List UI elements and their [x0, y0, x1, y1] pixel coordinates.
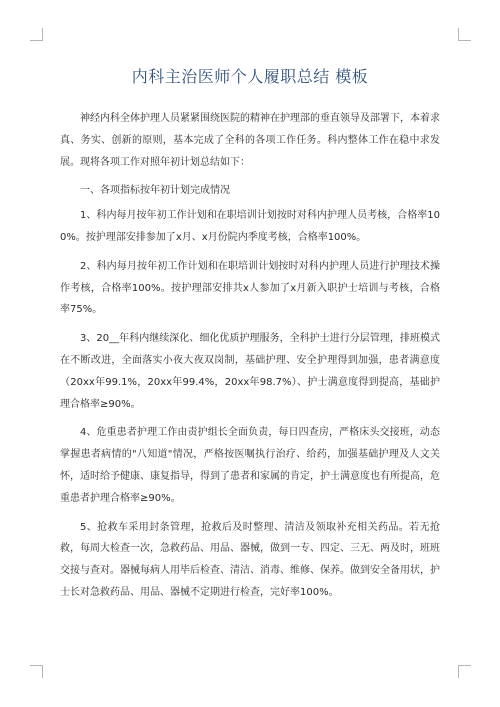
document-body — [60, 108, 440, 611]
page-corner-mark-top-right — [458, 28, 471, 41]
item-paragraph-3: 3、20__年科内继续深化、细化优质护理服务，全科护士进行分层管理，排班模式在不断改进，全面落实小夜大夜双岗制，基础护理、安全护理得到加强，患者满意度（20xx年99.1%，20xx年99.4%，20xx年98.7%）、护士满意度得到提高，基础护理合格率≥90%。 — [60, 333, 440, 410]
item-paragraph-1: 1、科内每月按年初工作计划和在职培训计划按时对科内护理人员考核，合格率100%。按护理部安排参加了x月、x月份院内季度考核，合格率100%。 — [60, 210, 440, 243]
item-paragraph-4: 4、危重患者护理工作由责护组长全面负责，每日四查房，严格床头交接班，动态掌握患者病情的"八知道"情况，严格按医嘱执行治疗、给药，加强基础护理及人文关怀，适时给予健康、康复指导，得到了患者和家属的肯定，护士满意度也有所提高，危重患者护理合格率≥90%。 — [60, 427, 440, 504]
page-corner-mark-bottom-right — [458, 665, 471, 678]
section-heading: 一、各项指标按年初计划完成情况 — [80, 185, 230, 197]
item-paragraph-5: 5、抢救车采用封条管理，抢救后及时整理、清洁及领取补充相关药品。若无抢救，每周大检查一次，急救药品、用品、器械，做到一专、四定、三无、两及时，班班交接与查对。器械每病人用毕后检查、清洁、消毒、维修、保养。做到安全备用状，护士长对急救药品、用品、器械不定期进行检查，完好率100%。 — [60, 521, 440, 598]
intro-paragraph: 神经内科全体护理人员紧紧围绕医院的精神在护理部的垂直领导及部署下，本着求真、务实、创新的原则，基本完成了全科的各项工作任务。科内整体工作在稳中求发展。现将各项工作对照年初计划总结如下： — [60, 113, 440, 168]
page-corner-mark-bottom-left — [30, 665, 43, 678]
page-corner-mark-top-left — [30, 28, 43, 41]
document-title: 内科主治医师个人履职总结 模板 — [131, 67, 369, 86]
item-paragraph-2: 2、科内每月按年初工作计划和在职培训计划按时对科内护理人员进行护理技术操作考核，合格率100%。按护理部安排共x人参加了x月新入职护士培训与考核，合格率75%。 — [60, 260, 440, 316]
